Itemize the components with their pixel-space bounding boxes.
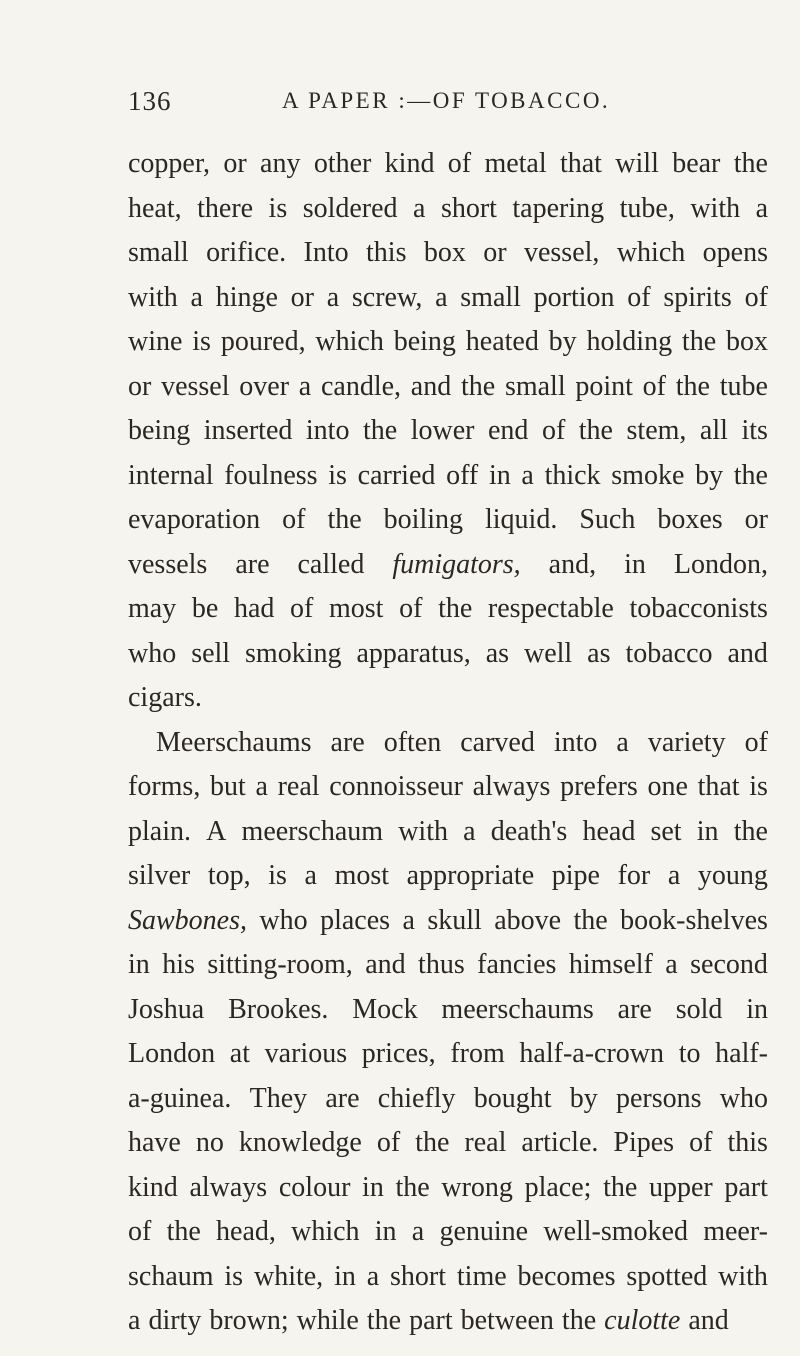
word: one xyxy=(647,771,688,802)
word: while xyxy=(296,1305,359,1336)
text-line xyxy=(128,860,768,905)
word: this xyxy=(366,237,407,268)
word: or xyxy=(483,237,507,268)
word: liquid. xyxy=(485,504,558,535)
word: is xyxy=(328,459,347,491)
word: schaum xyxy=(128,1260,214,1292)
text-line xyxy=(128,593,768,638)
word: holding xyxy=(586,326,673,357)
word: article. xyxy=(521,1127,599,1158)
word: a xyxy=(755,192,768,224)
word: in xyxy=(334,1260,356,1292)
text-line xyxy=(128,682,768,727)
word: bought xyxy=(473,1082,552,1114)
word: portion xyxy=(533,281,615,313)
word: by xyxy=(569,1082,598,1114)
word: foulness xyxy=(224,459,318,491)
word: the xyxy=(573,904,608,936)
word: who xyxy=(259,904,308,936)
word: other xyxy=(313,148,372,179)
text-line xyxy=(128,460,768,505)
word: are xyxy=(325,1082,360,1114)
word: with xyxy=(398,815,448,847)
word: dirty xyxy=(148,1305,202,1336)
word: respectable xyxy=(487,593,614,624)
word: a xyxy=(366,1260,380,1292)
word: Mock xyxy=(352,993,418,1025)
word: a xyxy=(616,726,629,758)
word: carved xyxy=(460,726,535,758)
word: a xyxy=(521,459,534,491)
text-line xyxy=(128,1038,768,1083)
word: wine xyxy=(128,326,183,357)
word: upper xyxy=(648,1171,713,1203)
word: is xyxy=(268,192,288,224)
text-line xyxy=(128,237,768,282)
word: short xyxy=(440,192,497,224)
word: from xyxy=(450,1038,505,1069)
word: internal xyxy=(128,459,214,491)
word: for xyxy=(617,860,651,891)
word: and xyxy=(688,1305,729,1336)
word: of xyxy=(642,370,666,402)
word: will xyxy=(615,148,659,179)
text-line xyxy=(128,727,768,772)
word: any xyxy=(260,148,301,179)
word: of xyxy=(399,593,423,624)
word: well xyxy=(523,637,573,669)
word: small xyxy=(460,281,521,313)
word: of xyxy=(541,415,566,446)
word: evaporation xyxy=(128,504,261,535)
word: persons xyxy=(615,1082,702,1114)
word: half- xyxy=(715,1038,768,1069)
word: soldered xyxy=(302,192,398,224)
word: spotted xyxy=(626,1260,708,1292)
word: which xyxy=(616,237,686,268)
text-line xyxy=(128,415,768,460)
word: in xyxy=(128,949,150,980)
word: of xyxy=(290,593,314,624)
text-line xyxy=(128,994,768,1039)
page-number: 136 xyxy=(128,86,172,116)
word: Sawbones, xyxy=(128,904,247,936)
text-line xyxy=(128,549,768,594)
word: a xyxy=(463,815,476,847)
word: genuine xyxy=(439,1216,529,1247)
word: the xyxy=(395,1171,430,1203)
word: wrong xyxy=(441,1171,513,1203)
word: the xyxy=(366,1305,402,1336)
word: a xyxy=(435,281,448,313)
word: the xyxy=(327,504,362,535)
word: meer- xyxy=(703,1216,768,1247)
word: smoking xyxy=(245,637,342,669)
word: in xyxy=(362,1171,384,1203)
word: a xyxy=(411,1216,425,1247)
word: and, xyxy=(548,548,597,580)
word: meerschaum xyxy=(241,815,384,847)
word: have xyxy=(128,1127,181,1158)
word: silver xyxy=(128,860,191,891)
word: the xyxy=(438,593,473,624)
word: time xyxy=(456,1260,507,1292)
word: fancies xyxy=(477,949,557,980)
word: vessels xyxy=(128,548,208,580)
text-line xyxy=(128,282,768,327)
word: by xyxy=(548,326,577,357)
running-title: A PAPER :—OF TOBACCO. xyxy=(282,88,611,113)
word: Brookes. xyxy=(228,993,329,1025)
word: orifice. xyxy=(206,237,287,268)
word: with xyxy=(128,281,178,313)
word: a xyxy=(667,860,681,891)
word: young xyxy=(697,860,768,891)
word: of xyxy=(447,148,472,179)
word: second xyxy=(690,949,768,980)
word: in xyxy=(488,459,511,491)
word: no xyxy=(195,1127,224,1158)
word: smoke xyxy=(611,459,685,491)
word: heated xyxy=(465,326,539,357)
text-line xyxy=(128,638,768,683)
word: with xyxy=(718,1260,768,1292)
word: place; xyxy=(524,1171,592,1203)
word: most xyxy=(334,860,390,891)
word: the xyxy=(681,326,717,357)
word: between xyxy=(460,1305,554,1336)
word: part xyxy=(409,1305,453,1336)
word: be xyxy=(191,593,219,624)
word: carried xyxy=(357,459,436,491)
word: colour xyxy=(278,1171,351,1203)
word: of xyxy=(689,1127,713,1158)
word: of xyxy=(744,726,768,758)
word: head xyxy=(582,815,636,847)
word: the xyxy=(733,459,768,491)
word: real xyxy=(464,1127,507,1158)
word: a xyxy=(255,771,268,802)
word: forms, xyxy=(128,771,201,802)
word: in xyxy=(696,815,719,847)
word: or xyxy=(223,148,247,179)
word: of xyxy=(128,1216,152,1247)
word: various xyxy=(264,1038,348,1069)
word: or xyxy=(290,281,314,313)
word: prefers xyxy=(560,771,638,802)
word: prices, xyxy=(361,1038,436,1069)
word: the xyxy=(603,1171,638,1203)
text-line xyxy=(128,1305,768,1350)
running-head xyxy=(128,86,768,126)
word: well-smoked xyxy=(543,1216,688,1247)
word: in xyxy=(374,1216,397,1247)
word: Pipes xyxy=(613,1127,675,1158)
word: being xyxy=(128,415,191,446)
word: who xyxy=(128,637,177,669)
word: as xyxy=(485,637,510,669)
word: thick xyxy=(544,459,601,491)
word: Such xyxy=(579,504,636,535)
word: half-a-crown xyxy=(519,1038,665,1069)
word: end xyxy=(487,415,529,446)
word: and xyxy=(410,370,452,402)
word: which xyxy=(315,326,384,357)
word: in xyxy=(746,993,768,1025)
word: its xyxy=(741,415,768,446)
word: copper, xyxy=(128,148,211,179)
word: Into xyxy=(303,237,349,268)
word: a xyxy=(326,281,340,313)
word: death's xyxy=(490,815,568,847)
word: They xyxy=(249,1082,308,1114)
word: brown; xyxy=(209,1305,289,1336)
word: himself xyxy=(568,949,653,980)
word: often xyxy=(383,726,442,758)
word: culotte xyxy=(604,1305,681,1336)
body-text xyxy=(128,148,768,1350)
word: always xyxy=(189,1171,268,1203)
word: the xyxy=(675,370,710,402)
word: tube, xyxy=(619,192,675,224)
word: that xyxy=(559,148,602,179)
word: A xyxy=(206,815,227,847)
word: variety xyxy=(647,726,726,758)
word: off xyxy=(446,459,479,491)
word: with xyxy=(690,192,741,224)
word: a xyxy=(402,904,415,936)
text-line xyxy=(128,1216,768,1261)
word: Meerschaums xyxy=(156,726,312,758)
word: the xyxy=(166,1216,201,1247)
word: is xyxy=(192,326,211,357)
word: there xyxy=(197,192,254,224)
word: skull xyxy=(427,904,482,936)
word: that xyxy=(697,771,740,802)
text-line xyxy=(128,1261,768,1306)
word: part xyxy=(724,1171,768,1203)
text-line xyxy=(128,771,768,816)
word: box xyxy=(423,237,466,268)
word: this xyxy=(727,1127,768,1158)
word: thus xyxy=(418,949,465,980)
word: the xyxy=(561,1305,597,1336)
word: is xyxy=(224,1260,244,1292)
word: a xyxy=(190,281,203,313)
word: point xyxy=(575,370,633,402)
word: above xyxy=(494,904,562,936)
word: a xyxy=(304,860,317,891)
word: small xyxy=(504,370,566,402)
word: are xyxy=(617,993,652,1025)
word: inserted xyxy=(203,415,293,446)
word: candle, xyxy=(320,370,402,402)
word: appropriate xyxy=(406,860,535,891)
word: who xyxy=(719,1082,768,1114)
word: plain. xyxy=(128,815,191,847)
word: a xyxy=(413,192,426,224)
word: sold xyxy=(675,993,723,1025)
word: apparatus, xyxy=(356,637,471,669)
word: his xyxy=(162,949,195,980)
word: lower xyxy=(410,415,475,446)
word: small xyxy=(128,237,189,268)
word: are xyxy=(330,726,365,758)
word: meerschaums xyxy=(441,993,594,1025)
text-line xyxy=(128,949,768,994)
word: the xyxy=(733,815,768,847)
word: of xyxy=(744,281,768,313)
text-line xyxy=(128,148,768,193)
word: the xyxy=(415,1127,450,1158)
word: fumigators, xyxy=(392,548,521,580)
word: a xyxy=(298,370,312,402)
word: chiefly xyxy=(377,1082,456,1114)
word: pipe xyxy=(551,860,600,891)
word: heat, xyxy=(128,192,182,224)
word: at xyxy=(229,1038,250,1069)
word: white, xyxy=(253,1260,324,1292)
word: real xyxy=(277,771,320,802)
word: or xyxy=(128,370,152,402)
word: called xyxy=(297,548,365,580)
word: to xyxy=(678,1038,701,1069)
word: had xyxy=(233,593,275,624)
text-line xyxy=(128,1083,768,1128)
word: the xyxy=(578,415,613,446)
word: knowledge xyxy=(238,1127,362,1158)
word: and xyxy=(727,637,768,669)
word: kind xyxy=(384,148,435,179)
word: a-guinea. xyxy=(128,1082,232,1114)
word: over xyxy=(239,370,290,402)
word: the xyxy=(362,415,398,446)
word: is xyxy=(268,860,287,891)
word: into xyxy=(305,415,350,446)
word: always xyxy=(472,771,551,802)
word: a xyxy=(128,1305,141,1336)
word: opens xyxy=(702,237,768,268)
text-line xyxy=(128,1127,768,1172)
text-line xyxy=(128,326,768,371)
word: spirits xyxy=(663,281,732,313)
word: tapering xyxy=(512,192,605,224)
word: top, xyxy=(207,860,251,891)
word: are xyxy=(235,548,270,580)
word: of xyxy=(282,504,306,535)
word: stem, xyxy=(626,415,687,446)
word: London, xyxy=(673,548,768,580)
word: London xyxy=(128,1038,216,1069)
word: short xyxy=(390,1260,447,1292)
word: may xyxy=(128,593,177,624)
text-line xyxy=(128,371,768,416)
word: hinge xyxy=(215,281,278,313)
word: screw, xyxy=(351,281,423,313)
text-line xyxy=(128,504,768,549)
word: the xyxy=(460,370,496,402)
word: and xyxy=(365,949,406,980)
word: which xyxy=(291,1216,360,1247)
word: is xyxy=(749,771,768,802)
word: as xyxy=(587,637,611,669)
word: a xyxy=(665,949,678,980)
word: head, xyxy=(216,1216,276,1247)
text-line xyxy=(128,816,768,861)
word: boiling xyxy=(383,504,464,535)
word: sitting-room, xyxy=(207,949,353,980)
text-line xyxy=(128,193,768,238)
word: the xyxy=(733,148,768,179)
word: tube xyxy=(719,370,768,402)
word: set xyxy=(650,815,682,847)
word: book-shelves xyxy=(620,904,768,936)
word: cigars. xyxy=(128,682,202,713)
word: becomes xyxy=(517,1260,616,1292)
word: kind xyxy=(128,1171,178,1203)
word: being xyxy=(393,326,456,357)
word: tobacco xyxy=(625,637,713,669)
text-line xyxy=(128,905,768,950)
word: into xyxy=(553,726,598,758)
word: places xyxy=(320,904,391,936)
word: poured, xyxy=(220,326,306,357)
word: sell xyxy=(191,637,231,669)
word: boxes xyxy=(657,504,723,535)
word: of xyxy=(627,281,651,313)
word: tobacconists xyxy=(629,593,768,624)
word: connoisseur xyxy=(329,771,463,802)
word: vessel xyxy=(161,370,230,402)
text-line xyxy=(128,1172,768,1217)
word: most xyxy=(328,593,384,624)
word: in xyxy=(624,548,646,580)
word: vessel, xyxy=(523,237,600,268)
word: box xyxy=(725,326,768,357)
word: Joshua xyxy=(128,993,205,1025)
word: or xyxy=(744,504,768,535)
word: by xyxy=(695,459,724,491)
word: but xyxy=(210,771,246,802)
word: all xyxy=(699,415,728,446)
word: of xyxy=(376,1127,401,1158)
word: bear xyxy=(672,148,721,179)
word: metal xyxy=(484,148,547,179)
